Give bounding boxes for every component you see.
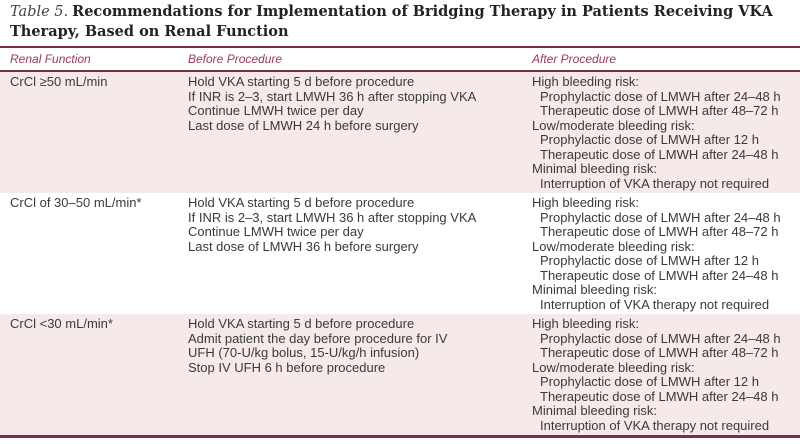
table-row bbox=[0, 193, 800, 314]
after-procedure-cell bbox=[522, 317, 800, 433]
header-before-procedure: Before Procedure bbox=[188, 52, 283, 66]
after-line: Minimal bleeding risk: bbox=[532, 161, 657, 176]
table-row bbox=[0, 314, 800, 435]
before-line: UFH (70-U/kg bolus, 15-U/kg/h infusion) bbox=[188, 345, 420, 360]
after-line: Low/moderate bleeding risk: bbox=[532, 359, 695, 375]
before-line: Continue LMWH twice per day bbox=[188, 103, 364, 118]
after-line: Therapeutic dose of LMWH after 24–48 h bbox=[540, 267, 779, 283]
header-renal-function: Renal Function bbox=[10, 52, 91, 66]
before-line: Last dose of LMWH 24 h before surgery bbox=[188, 117, 419, 133]
after-line: Interruption of VKA therapy not required bbox=[540, 296, 770, 312]
after-line: Prophylactic dose of LMWH after 24–48 h bbox=[540, 330, 781, 346]
after-line: Therapeutic dose of LMWH after 48–72 h bbox=[540, 224, 779, 239]
before-line: Hold VKA starting 5 d before procedure bbox=[188, 316, 415, 331]
before-procedure-cell bbox=[178, 317, 522, 433]
renal-function-cell: CrCl of 30–50 mL/min* bbox=[10, 195, 142, 210]
after-line: High bleeding risk: bbox=[532, 316, 639, 331]
after-line: Low/moderate bleeding risk: bbox=[532, 238, 695, 254]
after-line: Minimal bleeding risk: bbox=[532, 403, 657, 418]
header-after-procedure: After Procedure bbox=[532, 52, 617, 66]
table-header bbox=[0, 48, 800, 72]
before-procedure-cell bbox=[178, 75, 522, 191]
after-procedure-cell bbox=[522, 196, 800, 312]
after-line: Interruption of VKA therapy not required bbox=[540, 417, 770, 433]
before-line: Last dose of LMWH 36 h before surgery bbox=[188, 238, 419, 254]
renal-function-cell: CrCl ≥50 mL/min bbox=[10, 74, 108, 89]
after-line: Therapeutic dose of LMWH after 24–48 h bbox=[540, 146, 779, 162]
after-line: Prophylactic dose of LMWH after 24–48 h bbox=[540, 209, 781, 225]
before-line: If INR is 2–3, start LMWH 36 h after stopping VKA bbox=[188, 209, 477, 225]
after-line: Therapeutic dose of LMWH after 24–48 h bbox=[540, 388, 779, 404]
after-line: Interruption of VKA therapy not required bbox=[540, 175, 770, 191]
after-line: Low/moderate bleeding risk: bbox=[532, 117, 695, 133]
before-line: Continue LMWH twice per day bbox=[188, 224, 364, 239]
after-line: Prophylactic dose of LMWH after 12 h bbox=[540, 132, 759, 147]
table-row bbox=[0, 72, 800, 193]
after-line: Minimal bleeding risk: bbox=[532, 282, 657, 297]
after-line: Prophylactic dose of LMWH after 12 h bbox=[540, 374, 759, 389]
after-line: High bleeding risk: bbox=[532, 74, 639, 89]
after-procedure-cell bbox=[522, 75, 800, 191]
renal-function-cell: CrCl <30 mL/min* bbox=[10, 316, 113, 331]
after-line: Prophylactic dose of LMWH after 24–48 h bbox=[540, 88, 781, 104]
before-line: Hold VKA starting 5 d before procedure bbox=[188, 195, 415, 210]
before-line: Admit patient the day before procedure for IV bbox=[188, 330, 448, 346]
table-caption: Recommendations for Implementation of Bridging Therapy in Patients Receiving VKA Therapy, Based on Renal Function bbox=[10, 3, 773, 40]
table-title bbox=[10, 2, 795, 42]
before-line: Stop IV UFH 6 h before procedure bbox=[188, 359, 386, 375]
recommendations-table bbox=[0, 46, 800, 438]
after-line: High bleeding risk: bbox=[532, 195, 639, 210]
after-line: Therapeutic dose of LMWH after 48–72 h bbox=[540, 103, 779, 118]
after-line: Prophylactic dose of LMWH after 12 h bbox=[540, 253, 759, 268]
before-procedure-cell bbox=[178, 196, 522, 312]
after-line: Therapeutic dose of LMWH after 48–72 h bbox=[540, 345, 779, 360]
before-line: Hold VKA starting 5 d before procedure bbox=[188, 74, 415, 89]
before-line: If INR is 2–3, start LMWH 36 h after stopping VKA bbox=[188, 88, 477, 104]
table-label: Table 5. bbox=[10, 4, 69, 20]
